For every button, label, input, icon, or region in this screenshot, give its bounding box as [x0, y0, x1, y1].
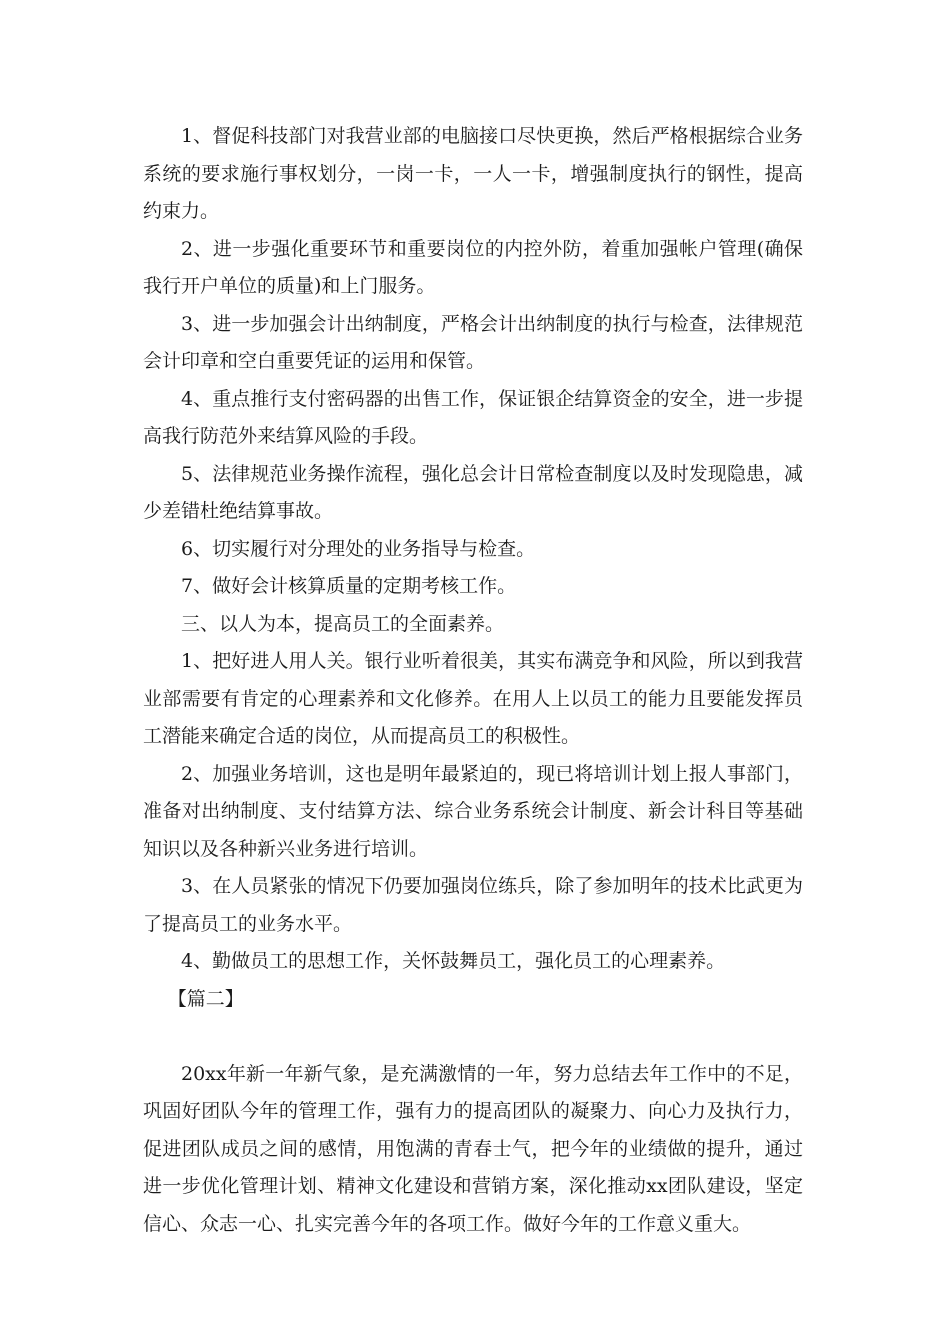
paragraph-2: 2、进一步强化重要环节和重要岗位的内控外防，着重加强帐户管理(确保我行开户单位的质量)和上门服务。: [143, 237, 803, 297]
paragraph-8: 1、把好进人用人关。银行业听着很美，其实布满竞争和风险，所以到我营业部需要有肯定的心理素养和文化修养。在用人上以员工的能力且要能发挥员工潜能来确定合适的岗位，从而提高员工的积极性。: [143, 650, 803, 747]
paragraph-7: 7、做好会计核算质量的定期考核工作。: [181, 575, 517, 597]
paragraph-9: 2、加强业务培训，这也是明年最紧迫的，现已将培训计划上报人事部门，准备对出纳制度、支付结算方法、综合业务系统会计制度、新会计科目等基础知识以及各种新兴业务进行培训。: [143, 762, 803, 860]
paragraph-11: 4、勤做员工的思想工作，关怀鼓舞员工，强化员工的心理素养。: [181, 950, 726, 972]
paragraph-1: 1、督促科技部门对我营业部的电脑接口尽快更换，然后严格根据综合业务系统的要求施行事权划分，一岗一卡，一人一卡，增强制度执行的钢性，提高约束力。: [143, 125, 803, 222]
blank-line: [143, 1018, 803, 1056]
paragraph-4: 4、重点推行支付密码器的出售工作，保证银企结算资金的安全，进一步提高我行防范外来结算风险的手段。: [143, 387, 803, 447]
paragraph-6: 6、切实履行对分理处的业务指导与检查。: [181, 537, 536, 560]
document-body: [143, 118, 803, 1243]
section-heading-3: 三、以人为本，提高员工的全面素养。: [181, 612, 505, 635]
paragraph-5: 5、法律规范业务操作流程，强化总会计日常检查制度以及时发现隐患，减少差错杜绝结算事故。: [143, 462, 803, 522]
section-mark: 【篇二】: [167, 987, 244, 1010]
paragraph-3: 3、进一步加强会计出纳制度，严格会计出纳制度的执行与检查，法律规范会计印章和空白重要凭证的运用和保管。: [143, 312, 803, 372]
paragraph-12: 20xx年新一年新气象，是充满激情的一年，努力总结去年工作中的不足，巩固好团队今年的管理工作，强有力的提高团队的凝聚力、向心力及执行力，促进团队成员之间的感情，用饱满的青春士气，把今年的业绩做的提升，通过进一步优化管理计划、精神文化建设和营销方案，深化推动xx团队建设，坚定信心、众志一心、扎实完善今年的各项工作。做好今年的工作意义重大。: [143, 1062, 803, 1235]
paragraph-10: 3、在人员紧张的情况下仍要加强岗位练兵，除了参加明年的技术比武更为了提高员工的业务水平。: [143, 875, 803, 935]
